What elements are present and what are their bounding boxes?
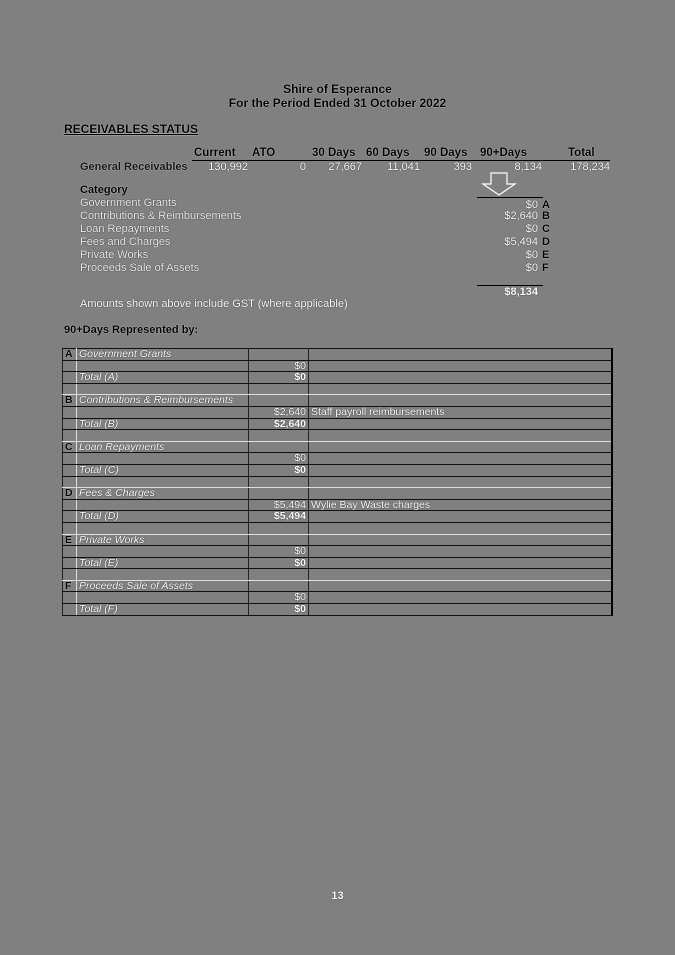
- category-letter-d: D: [542, 236, 550, 248]
- spacer-row: [63, 383, 613, 395]
- group-d-title-row: [63, 488, 613, 500]
- group-b-total-row: [63, 418, 613, 430]
- category-letter-e: E: [542, 249, 550, 261]
- col-header-90-days: 90 Days: [424, 147, 468, 159]
- line-comment: [309, 592, 613, 604]
- total-amount: $0: [249, 464, 309, 476]
- represented-by-heading: 90+Days Represented by:: [64, 324, 199, 336]
- group-title: Contributions & Reimbursements: [77, 395, 249, 407]
- col-header-ato: ATO: [252, 147, 276, 159]
- group-e-title-row: [63, 534, 613, 546]
- category-letter-a: A: [542, 199, 550, 211]
- category-value-c: $0: [525, 223, 538, 235]
- category-heading: Category: [80, 184, 128, 196]
- table-row: [63, 360, 613, 372]
- total-amount: $5,494: [249, 511, 309, 523]
- group-a-title-row: [63, 349, 613, 361]
- table-row: [63, 499, 613, 511]
- category-label-private-works: Private Works: [80, 249, 149, 261]
- category-value-f: $0: [525, 262, 538, 274]
- page-number: 13: [331, 890, 344, 902]
- group-letter: D: [63, 488, 77, 500]
- document-subtitle: For the Period Ended 31 October 2022: [228, 96, 447, 110]
- line-amount: $0: [249, 453, 309, 465]
- group-c-total-row: [63, 464, 613, 476]
- value-current: 130,992: [208, 161, 248, 173]
- group-a-total-row: [63, 372, 613, 384]
- group-f-title-row: [63, 580, 613, 592]
- col-header-60-days: 60 Days: [366, 147, 410, 159]
- group-title: Government Grants: [77, 349, 249, 361]
- table-row: [63, 406, 613, 418]
- down-arrow-icon: [481, 172, 517, 196]
- total-label: Total (D): [77, 511, 249, 523]
- table-row: [63, 453, 613, 465]
- group-title: Loan Repayments: [77, 441, 249, 453]
- category-top-line: [477, 197, 543, 198]
- total-label: Total (A): [77, 372, 249, 384]
- group-letter: C: [63, 441, 77, 453]
- col-header-30-days: 30 Days: [312, 147, 356, 159]
- line-amount: $0: [249, 546, 309, 558]
- category-value-d: $5,494: [504, 236, 538, 248]
- category-total: $8,134: [504, 286, 538, 298]
- total-amount: $0: [249, 372, 309, 384]
- category-value-e: $0: [525, 249, 538, 261]
- group-c-title-row: [63, 441, 613, 453]
- row-label-general-receivables: General Receivables: [80, 161, 188, 173]
- category-label-government-grants: Government Grants: [80, 197, 177, 209]
- group-e-total-row: [63, 557, 613, 569]
- group-title: Fees & Charges: [77, 488, 249, 500]
- line-comment: Staff payroll reimbursements: [309, 406, 613, 418]
- group-letter: E: [63, 534, 77, 546]
- line-amount: $2,640: [249, 406, 309, 418]
- category-label-proceeds-sale: Proceeds Sale of Assets: [80, 262, 200, 274]
- category-value-a: $0: [525, 199, 538, 211]
- value-90-days: 393: [453, 161, 472, 173]
- group-letter: B: [63, 395, 77, 407]
- spacer-row: [63, 430, 613, 442]
- line-comment: Wylie Bay Waste charges: [309, 499, 613, 511]
- group-f-total-row: [63, 604, 613, 616]
- group-letter: F: [63, 580, 77, 592]
- col-header-current: Current: [194, 147, 236, 159]
- group-letter: A: [63, 349, 77, 361]
- group-title: Private Works: [77, 534, 249, 546]
- group-b-title-row: [63, 395, 613, 407]
- spacer-row: [63, 476, 613, 488]
- value-60-days: 11,041: [387, 161, 420, 173]
- category-letter-b: B: [542, 210, 550, 222]
- category-letter-f: F: [542, 262, 549, 274]
- total-label: Total (F): [77, 604, 249, 616]
- category-label-fees-charges: Fees and Charges: [80, 236, 171, 248]
- value-30-days: 27,667: [328, 161, 362, 173]
- total-amount: $2,640: [249, 418, 309, 430]
- table-row: [63, 546, 613, 558]
- col-header-90-plus-days: 90+Days: [480, 147, 527, 159]
- line-amount: $0: [249, 360, 309, 372]
- group-d-total-row: [63, 511, 613, 523]
- line-comment: [309, 453, 613, 465]
- line-comment: [309, 360, 613, 372]
- total-label: Total (C): [77, 464, 249, 476]
- spacer-row: [63, 569, 613, 581]
- total-amount: $0: [249, 604, 309, 616]
- category-letter-c: C: [542, 223, 550, 235]
- total-label: Total (E): [77, 557, 249, 569]
- detail-table: [62, 348, 613, 616]
- value-total: 178,234: [570, 161, 610, 173]
- category-label-loan-repayments: Loan Repayments: [80, 223, 170, 235]
- spacer-row: [63, 522, 613, 534]
- value-90-plus-days: 8,134: [514, 161, 542, 173]
- total-amount: $0: [249, 557, 309, 569]
- document-title: Shire of Esperance: [283, 82, 392, 96]
- group-title: Proceeds Sale of Assets: [77, 580, 249, 592]
- value-ato: 0: [299, 161, 306, 173]
- total-label: Total (B): [77, 418, 249, 430]
- line-amount: $5,494: [249, 499, 309, 511]
- category-value-b: $2,640: [504, 210, 538, 222]
- line-comment: [309, 546, 613, 558]
- section-title: RECEIVABLES STATUS: [64, 122, 199, 136]
- col-header-total: Total: [568, 147, 595, 159]
- table-row: [63, 592, 613, 604]
- category-label-contributions: Contributions & Reimbursements: [80, 210, 242, 222]
- line-amount: $0: [249, 592, 309, 604]
- gst-note: Amounts shown above include GST (where applicable): [80, 298, 348, 310]
